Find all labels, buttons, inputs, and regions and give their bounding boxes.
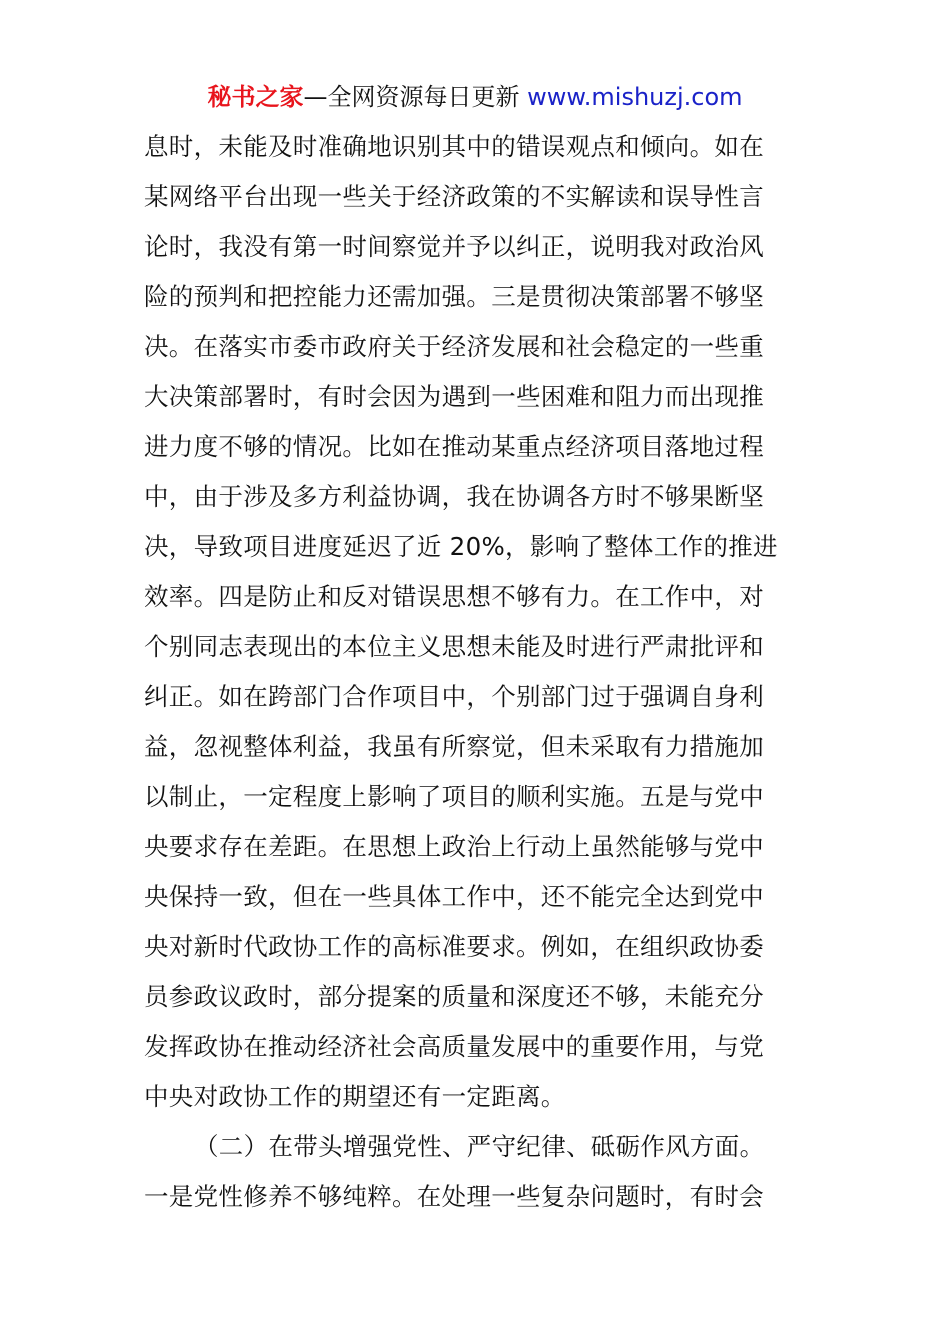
body-line: 中央对政协工作的期望还有一定距离。: [144, 1082, 566, 1111]
body-line: 大决策部署时，有时会因为遇到一些困难和阻力而出现推: [144, 382, 764, 411]
site-url-link[interactable]: www.mishuzj.com: [527, 83, 743, 111]
body-line: 央对新时代政协工作的高标准要求。例如，在组织政协委: [144, 932, 764, 961]
body-line: 险的预判和把控能力还需加强。三是贯彻决策部署不够坚: [144, 282, 764, 311]
document-body: [144, 122, 814, 1222]
section-heading: （二）在带头增强党性、严守纪律、砥砺作风方面。: [194, 1132, 765, 1161]
body-line: 个别同志表现出的本位主义思想未能及时进行严肃批评和: [144, 632, 764, 661]
header-tagline: —全网资源每日更新: [303, 83, 528, 111]
body-line: 纠正。如在跨部门合作项目中，个别部门过于强调自身利: [144, 682, 764, 711]
body-line: 息时，未能及时准确地识别其中的错误观点和倾向。如在: [144, 132, 764, 161]
brand-name: 秘书之家: [207, 83, 304, 111]
body-line: 某网络平台出现一些关于经济政策的不实解读和误导性言: [144, 182, 764, 211]
body-line: 央保持一致，但在一些具体工作中，还不能完全达到党中: [144, 882, 764, 911]
body-line: 效率。四是防止和反对错误思想不够有力。在工作中，对: [144, 582, 764, 611]
body-line: 论时，我没有第一时间察觉并予以纠正，说明我对政治风: [144, 232, 764, 261]
body-line: 员参政议政时，部分提案的质量和深度还不够，未能充分: [144, 982, 764, 1011]
body-line: 发挥政协在推动经济社会高质量发展中的重要作用，与党: [144, 1032, 764, 1061]
body-line: 益，忽视整体利益，我虽有所察觉，但未采取有力措施加: [144, 732, 764, 761]
body-line: 一是党性修养不够纯粹。在处理一些复杂问题时，有时会: [144, 1182, 764, 1211]
body-line: 中，由于涉及多方利益协调，我在协调各方时不够果断坚: [144, 482, 764, 511]
site-header: [0, 80, 950, 114]
body-line: 决，导致项目进度延迟了近 20%，影响了整体工作的推进: [144, 532, 778, 561]
body-line: 央要求存在差距。在思想上政治上行动上虽然能够与党中: [144, 832, 764, 861]
body-line: 以制止，一定程度上影响了项目的顺利实施。五是与党中: [144, 782, 764, 811]
body-line: 进力度不够的情况。比如在推动某重点经济项目落地过程: [144, 432, 764, 461]
body-line: 决。在落实市委市政府关于经济发展和社会稳定的一些重: [144, 332, 764, 361]
